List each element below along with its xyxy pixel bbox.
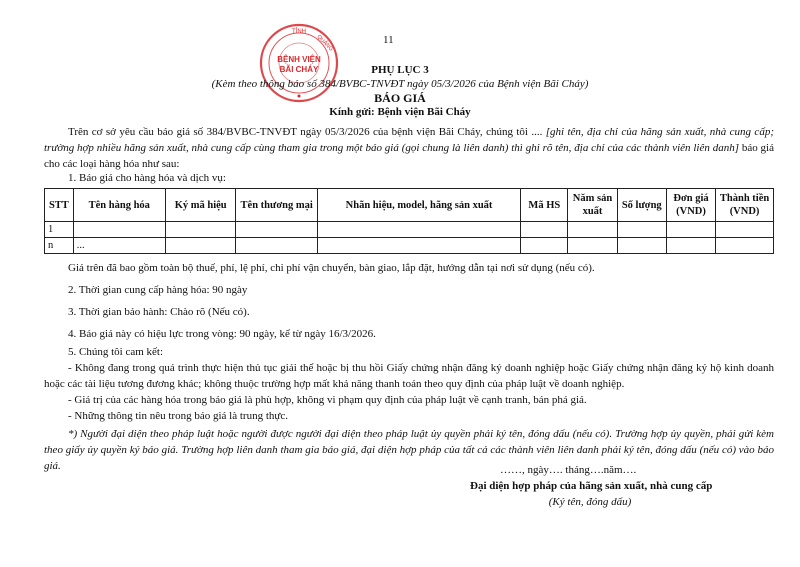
table-cell xyxy=(666,222,715,238)
table-row xyxy=(45,222,774,238)
col-header-total: Thành tiền (VND) xyxy=(716,189,774,222)
svg-text:TỈNH: TỈNH xyxy=(292,29,306,35)
col-header-stt: STT xyxy=(45,189,74,222)
col-header-year: Năm sản xuất xyxy=(568,189,617,222)
warranty-time: 3. Thời gian bảo hành: Chào rõ (Nếu có). xyxy=(68,306,250,318)
table-header-row xyxy=(45,189,774,222)
price-note: Giá trên đã bao gồm toàn bộ thuế, phí, lệ phí, chi phí vận chuyển, bàn giao, lắp đặt, hướng dẫn tại nơi sử dụng (nếu có). xyxy=(68,262,595,274)
col-header-hs-code: Mã HS xyxy=(521,189,568,222)
table-cell xyxy=(617,222,666,238)
document-title: BÁO GIÁ xyxy=(374,91,426,105)
commitment-1: - Không đang trong quá trình thực hiện thủ tục giải thể hoặc bị thu hồi Giấy chứng nhận đăng ký doanh nghiệp hoặc Giấy chứng nhận đăng ký hộ kinh doanh hoặc các tài liệu tương đương khác; không thuộc trường hợp mất khả năng thanh toán theo quy định của pháp luật về doanh nghiệp. xyxy=(44,362,774,390)
table-cell: n xyxy=(45,238,74,254)
appendix-subtitle: (Kèm theo thông báo số 384/BVBC-TNVĐT ngày 05/3/2026 của Bệnh viện Bãi Cháy) xyxy=(211,78,589,90)
col-header-code: Ký mã hiệu xyxy=(165,189,236,222)
table-cell: 1 xyxy=(45,222,74,238)
table-cell xyxy=(716,222,774,238)
appendix-title: PHỤ LỤC 3 xyxy=(371,64,429,76)
intro-paragraph xyxy=(44,124,774,172)
table-row xyxy=(45,238,774,254)
date-line: ……, ngày…. tháng….năm…. xyxy=(500,464,637,476)
table-cell xyxy=(568,238,617,254)
intro-tail: báo giá cho các loại hàng hóa như sau: xyxy=(44,142,774,170)
col-header-unit-price: Đơn giá (VND) xyxy=(666,189,715,222)
table-cell xyxy=(521,222,568,238)
table-cell xyxy=(617,238,666,254)
delivery-time: 2. Thời gian cung cấp hàng hóa: 90 ngày xyxy=(68,284,248,296)
commitment-heading: 5. Chúng tôi cam kết: xyxy=(68,346,164,358)
page-number: 11 xyxy=(383,34,394,46)
footnote: *) Người đại diện theo pháp luật hoặc người được người đại diện theo pháp luật ủy quyền phải ký tên, đóng dấu (nếu có). Trường hợp ủy quyền, phải gửi kèm theo giấy ủy quyền ký báo giá. Trường hợp liên danh tham gia báo giá, đại diện hợp pháp của tất cả các thành viên liên danh phải ký tên, đóng dấu (nếu có) vào báo giá. xyxy=(44,428,774,472)
recipient-line: Kính gửi: Bệnh viện Bãi Cháy xyxy=(329,106,471,118)
section-1-heading: 1. Báo giá cho hàng hóa và dịch vụ: xyxy=(68,172,226,184)
validity-period: 4. Báo giá này có hiệu lực trong vòng: 90 ngày, kể từ ngày 16/3/2026. xyxy=(68,328,376,340)
svg-text:QUẢNG: QUẢNG xyxy=(315,34,334,53)
intro-text: Trên cơ sở yêu cầu báo giá số 384/BVBC-TNVĐT ngày 05/3/2026 của bệnh viện Bãi Cháy, chúng tôi .... xyxy=(68,126,546,138)
svg-text:BỆNH VIỆN: BỆNH VIỆN xyxy=(277,55,321,64)
table-cell xyxy=(716,238,774,254)
col-header-brand-model: Nhãn hiệu, model, hãng sản xuất xyxy=(317,189,520,222)
table-cell xyxy=(317,222,520,238)
table-cell xyxy=(666,238,715,254)
table-cell: ... xyxy=(73,238,165,254)
signer-note: (Ký tên, đóng dấu) xyxy=(548,496,632,508)
quotation-table xyxy=(44,188,774,254)
table-cell xyxy=(165,238,236,254)
table-cell xyxy=(568,222,617,238)
commitment-2: - Giá trị của các hàng hóa trong báo giá là phù hợp, không vi phạm quy định của pháp luật về cạnh tranh, bán phá giá. xyxy=(68,394,587,406)
table-cell xyxy=(165,222,236,238)
col-header-quantity: Số lượng xyxy=(617,189,666,222)
col-header-trade-name: Tên thương mại xyxy=(236,189,317,222)
intro-instructions: [ghi tên, địa chỉ của hãng sản xuất, nhà cung cấp; trường hợp nhiều hãng sản xuất, nhà cung cấp cùng tham gia trong một báo giá (gọi chung là liên danh) thì ghi rõ tên, địa chỉ của các thành viên liên danh] xyxy=(44,126,774,154)
svg-text:BÃI CHÁY: BÃI CHÁY xyxy=(279,65,319,74)
signer-title: Đại diện hợp pháp của hãng sản xuất, nhà cung cấp xyxy=(470,480,713,492)
table-cell xyxy=(317,238,520,254)
table-cell xyxy=(521,238,568,254)
table-cell xyxy=(236,222,317,238)
table-cell xyxy=(73,222,165,238)
commitment-3: - Những thông tin nêu trong báo giá là trung thực. xyxy=(68,410,288,422)
col-header-product-name: Tên hàng hóa xyxy=(73,189,165,222)
table-cell xyxy=(236,238,317,254)
